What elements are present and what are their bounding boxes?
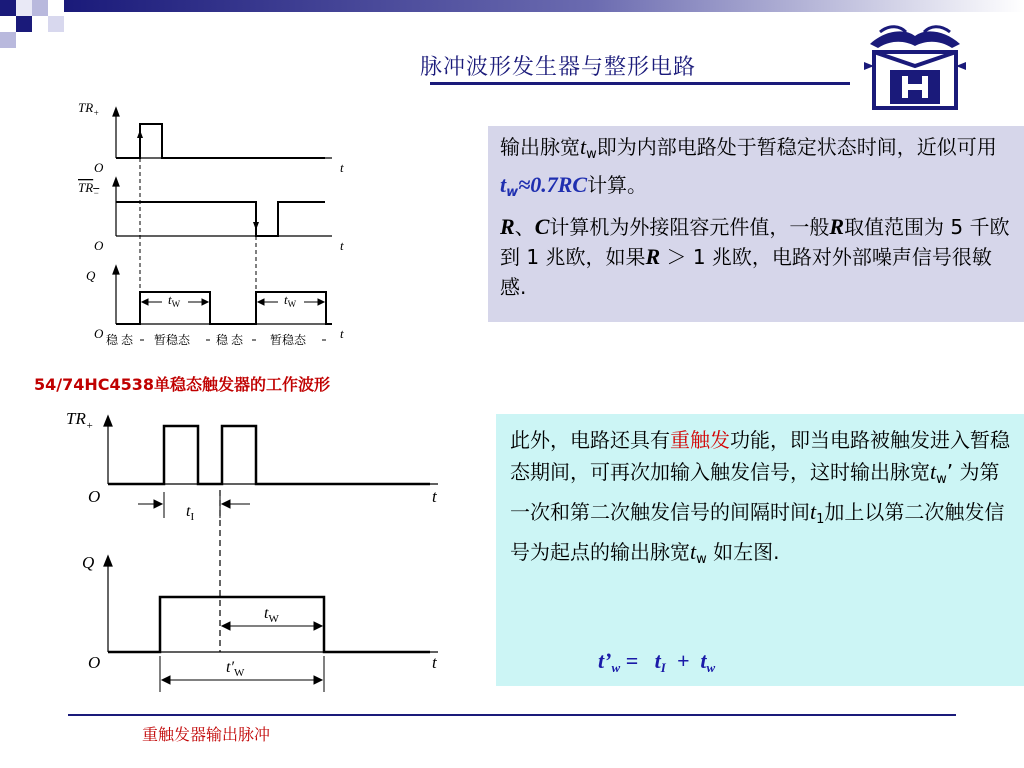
description-box-retrigger (496, 414, 1024, 686)
university-logo-icon (860, 22, 970, 114)
signal-label-q: Q (82, 553, 95, 572)
time-axis-label: t (340, 326, 344, 341)
state-label-stable: 稳 态 (106, 333, 134, 347)
time-axis-label: t (432, 653, 437, 672)
description-box-pulse-width (488, 126, 1024, 322)
origin-label: O (94, 326, 104, 341)
tw-label: $t_W$ (284, 292, 297, 309)
signal-label-q: Q (86, 268, 96, 283)
tw-prime-label: $t'_W$ (226, 659, 245, 679)
footer-divider (68, 714, 956, 716)
origin-label: O (94, 238, 104, 253)
signal-label-tr-plus: $TR_+$ (78, 100, 100, 118)
q-waveform (116, 292, 332, 324)
origin-label: O (88, 653, 101, 672)
time-axis-label: t (340, 160, 344, 175)
state-label-quasi: 暂稳态 (154, 333, 191, 347)
paragraph: R、C计算机为外接阻容元件值，一般R取值范围为 5 千欧到 1 兆欧，如果R ＞ 1 兆欧，电路对外部噪声信号很敏感. (500, 214, 1010, 299)
monostable-waveform-figure (70, 96, 370, 366)
origin-label: O (94, 160, 104, 175)
tw-label: $t_W$ (168, 292, 181, 309)
tr-plus-pulses (108, 426, 430, 484)
retrigger-formula: $t’_w = t_I + t_w$ (598, 648, 716, 675)
tr-plus-waveform (116, 124, 325, 158)
origin-label: O (88, 487, 101, 506)
paragraph: 输出脉宽$t_w$即为内部电路处于暂稳定状态时间，近似可用$t_w\approx 0.7RC$计算。 (500, 134, 997, 200)
signal-label-tr-minus: $TR_-$ (78, 180, 100, 198)
title-underline (430, 82, 850, 85)
ti-label: $t_I$ (186, 503, 195, 523)
tr-minus-waveform (116, 202, 325, 236)
figure-bottom-caption: 重触发器输出脉冲 (142, 725, 271, 744)
state-label-stable: 稳 态 (216, 333, 244, 347)
paragraph: 此外，电路还具有重触发功能，即当电路被触发进入暂稳态期间，可再次加输入触发信号，这时输出脉宽$t_w$’ 为第一次和第二次触发信号的间隔时间$t_1$加上以第二次触发信号为起点的输出脉宽$t_w$ 如左图. (510, 428, 1010, 567)
retrigger-waveform-figure (58, 400, 458, 700)
state-label-quasi: 暂稳态 (270, 333, 307, 347)
time-axis-label: t (340, 238, 344, 253)
signal-label-tr-plus: $TR_+$ (66, 409, 94, 432)
tw-label: $t_W$ (264, 605, 279, 625)
page-title: 脉冲波形发生器与整形电路 (420, 55, 697, 80)
figure-top-caption: 54/74HC4538单稳态触发器的工作波形 (34, 375, 331, 394)
time-axis-label: t (432, 487, 437, 506)
